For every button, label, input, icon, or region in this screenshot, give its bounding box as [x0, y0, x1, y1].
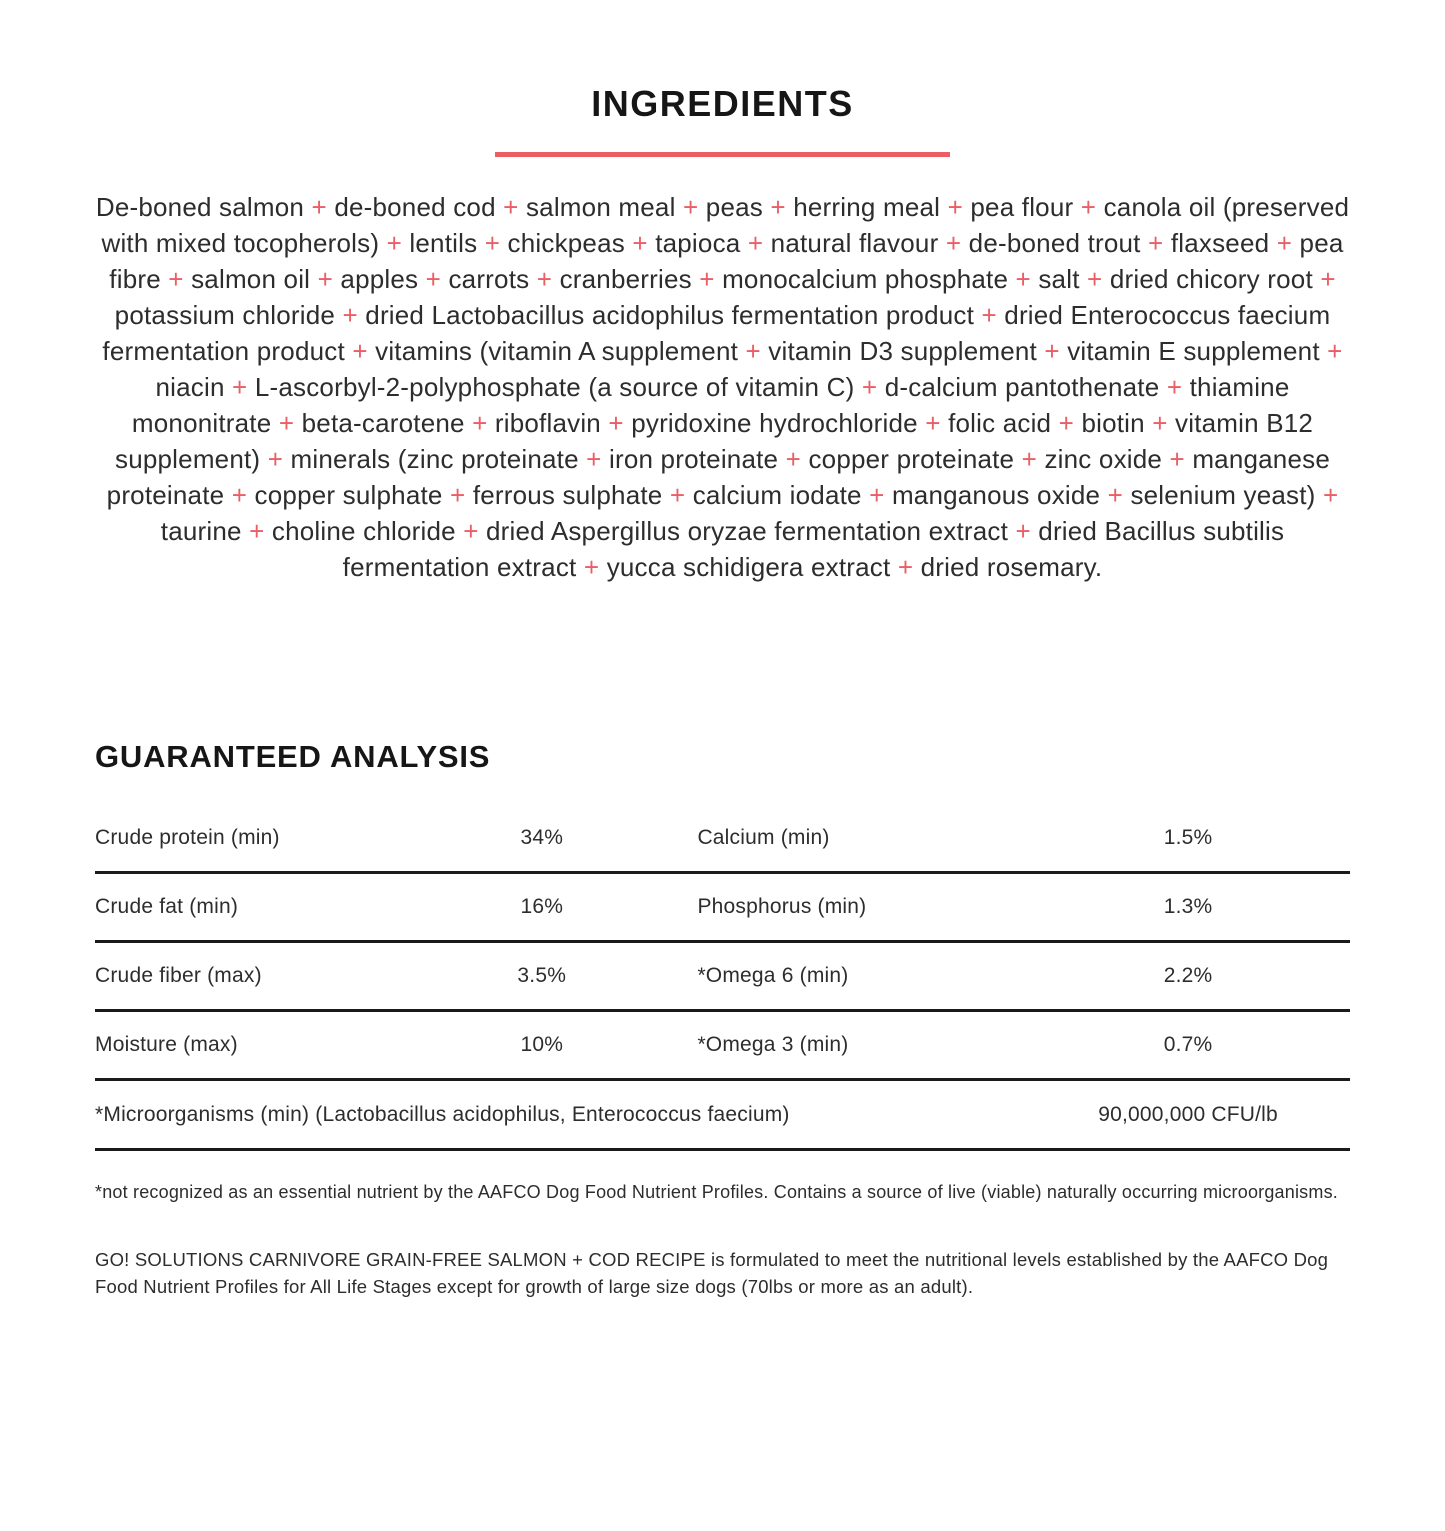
analysis-label: Crude fat (min)	[95, 895, 239, 918]
ingredient-item: yucca schidigera extract	[606, 552, 891, 582]
guaranteed-analysis-title: GUARANTEED ANALYSIS	[95, 739, 491, 774]
plus-separator: +	[1315, 480, 1339, 510]
plus-separator: +	[662, 480, 693, 510]
ingredient-item: flaxseed	[1170, 228, 1270, 258]
analysis-label: Moisture (max)	[95, 1033, 238, 1056]
plus-separator: +	[974, 300, 1005, 330]
ingredient-item: dried Bacillus subtilis fermentation extract	[342, 516, 1285, 582]
ingredient-item: ferrous sulphate	[472, 480, 663, 510]
ingredient-item: tapioca	[655, 228, 741, 258]
analysis-value: 16%	[520, 895, 564, 918]
plus-separator: +	[442, 480, 473, 510]
analysis-row	[95, 874, 1350, 943]
plus-separator: +	[1319, 336, 1343, 366]
ingredient-item: pea flour	[970, 192, 1074, 222]
ingredient-item: vitamin E supplement	[1067, 336, 1320, 366]
ingredient-item: chickpeas	[507, 228, 625, 258]
plus-separator: +	[418, 264, 449, 294]
ingredient-item: vitamins (vitamin A supplement	[375, 336, 739, 366]
analysis-value: 1.5%	[1163, 826, 1213, 849]
plus-separator: +	[455, 516, 487, 546]
ingredient-item: minerals (zinc proteinate	[290, 444, 579, 474]
plus-separator: +	[1162, 444, 1193, 474]
ingredient-item: vitamin B12 supplement)	[115, 408, 1314, 474]
plus-separator: +	[335, 300, 366, 330]
plus-separator: +	[304, 192, 335, 222]
analysis-value: 0.7%	[1163, 1033, 1213, 1056]
plus-separator: +	[241, 516, 272, 546]
ingredient-item: folic acid	[948, 408, 1052, 438]
guaranteed-analysis-table	[95, 805, 1350, 1151]
ingredient-item: potassium chloride	[114, 300, 336, 330]
ingredient-item: pea fibre	[109, 228, 1344, 294]
ingredient-item: calcium iodate	[692, 480, 862, 510]
ingredient-item: taurine	[160, 516, 242, 546]
ingredient-item: vitamin D3 supplement	[768, 336, 1037, 366]
plus-separator: +	[271, 408, 302, 438]
plus-separator: +	[578, 444, 609, 474]
plus-separator: +	[529, 264, 560, 294]
plus-separator: +	[477, 228, 508, 258]
analysis-label: *Microorganisms (min) (Lactobacillus acidophilus, Enterococcus faecium)	[95, 1102, 790, 1126]
ingredient-item: natural flavour	[770, 228, 939, 258]
ingredient-item: pyridoxine hydrochloride	[631, 408, 918, 438]
plus-separator: +	[344, 336, 376, 366]
analysis-label: *Omega 6 (min)	[697, 964, 849, 987]
plus-separator: +	[224, 480, 255, 510]
ingredient-item: monocalcium phosphate	[722, 264, 1009, 294]
ingredient-item: iron proteinate	[608, 444, 779, 474]
plus-separator: +	[1144, 408, 1176, 438]
analysis-label: Calcium (min)	[697, 826, 830, 849]
ingredient-item: lentils	[409, 228, 478, 258]
plus-separator: +	[1051, 408, 1082, 438]
plus-separator: +	[1269, 228, 1300, 258]
ingredient-item: zinc oxide	[1044, 444, 1163, 474]
ingredients-title: INGREDIENTS	[591, 83, 854, 124]
plus-separator: +	[260, 444, 291, 474]
plus-separator: +	[1008, 264, 1039, 294]
ingredient-item: L-ascorbyl-2-polyphosphate (a source of vitamin C)	[254, 372, 855, 402]
plus-separator: +	[738, 336, 769, 366]
ingredient-item: manganous oxide	[891, 480, 1101, 510]
plus-separator: +	[778, 444, 809, 474]
ingredient-item: herring meal	[793, 192, 941, 222]
plus-separator: +	[917, 408, 949, 438]
ingredient-item: copper proteinate	[808, 444, 1015, 474]
ingredient-item: carrots	[448, 264, 530, 294]
plus-separator: +	[624, 228, 656, 258]
plus-separator: +	[1073, 192, 1104, 222]
analysis-value: 34%	[520, 826, 564, 849]
ingredient-item: niacin	[155, 372, 225, 402]
ingredient-item: salmon meal	[525, 192, 676, 222]
plus-separator: +	[762, 192, 794, 222]
ingredient-item: selenium yeast)	[1130, 480, 1316, 510]
ingredient-item: d-calcium pantothenate	[884, 372, 1160, 402]
microorganisms-row	[95, 1081, 1350, 1151]
plus-separator: +	[861, 480, 892, 510]
analysis-label: *Omega 3 (min)	[697, 1033, 849, 1056]
analysis-value: 90,000,000 CFU/lb	[1098, 1102, 1278, 1126]
analysis-value: 2.2%	[1163, 964, 1213, 987]
plus-separator: +	[1014, 444, 1045, 474]
analysis-row	[95, 805, 1350, 874]
ingredient-item: dried Aspergillus oryzae fermentation extract	[486, 516, 1009, 546]
ingredient-item: de-boned trout	[968, 228, 1141, 258]
plus-separator: +	[740, 228, 771, 258]
plus-separator: +	[464, 408, 495, 438]
plus-separator: +	[890, 552, 921, 582]
ingredient-item: thiamine mononitrate	[131, 372, 1290, 438]
analysis-value: 10%	[520, 1033, 564, 1056]
plus-separator: +	[1008, 516, 1039, 546]
ingredient-item: salt	[1038, 264, 1080, 294]
analysis-value: 1.3%	[1163, 895, 1213, 918]
plus-separator: +	[1079, 264, 1110, 294]
label-page	[0, 83, 1445, 1300]
ingredient-item: cranberries	[559, 264, 692, 294]
title-underline	[495, 152, 950, 157]
plus-separator: +	[675, 192, 706, 222]
aafco-footnote: *not recognized as an essential nutrient by the AAFCO Dog Food Nutrient Profiles. Contains a source of live (viable) naturally occurring microorganisms.	[95, 1182, 1338, 1202]
analysis-value: 3.5%	[517, 964, 567, 987]
plus-separator: +	[160, 264, 192, 294]
plus-separator: +	[1312, 264, 1336, 294]
ingredient-item: De-boned salmon	[95, 192, 305, 222]
ingredient-item: dried Lactobacillus acidophilus fermentation product	[365, 300, 975, 330]
plus-separator: +	[224, 372, 255, 402]
analysis-label: Crude protein (min)	[95, 826, 280, 849]
plus-separator: +	[1159, 372, 1190, 402]
ingredients-paragraph	[95, 189, 1350, 585]
ingredient-item: manganese proteinate	[106, 444, 1330, 510]
plus-separator: +	[854, 372, 885, 402]
formulation-statement: GO! SOLUTIONS CARNIVORE GRAIN-FREE SALMON + COD RECIPE is formulated to meet the nutritional levels established by the AAFCO Dog Food Nutrient Profiles for All Life Stages except for growth of large size dogs (70lbs or more as an adult).	[95, 1249, 1329, 1298]
ingredient-item: canola oil (preserved with mixed tocopherols)	[101, 192, 1350, 258]
ingredient-item: peas	[705, 192, 763, 222]
analysis-label: Phosphorus (min)	[697, 895, 867, 918]
analysis-row	[95, 943, 1350, 1012]
plus-separator: +	[495, 192, 526, 222]
ingredient-item: biotin	[1081, 408, 1145, 438]
plus-separator: +	[1100, 480, 1131, 510]
ingredient-item: riboflavin	[494, 408, 601, 438]
ingredient-item: dried chicory root	[1109, 264, 1313, 294]
analysis-label: Crude fiber (max)	[95, 964, 262, 987]
ingredient-item: beta-carotene	[301, 408, 465, 438]
ingredient-item: de-boned cod	[334, 192, 496, 222]
plus-separator: +	[600, 408, 632, 438]
plus-separator: +	[310, 264, 341, 294]
plus-separator: +	[1036, 336, 1068, 366]
plus-separator: +	[938, 228, 969, 258]
plus-separator: +	[691, 264, 723, 294]
ingredient-item: choline chloride	[271, 516, 456, 546]
plus-separator: +	[1140, 228, 1171, 258]
ingredient-item: apples	[340, 264, 419, 294]
plus-separator: +	[379, 228, 410, 258]
ingredient-item: dried Enterococcus faecium fermentation product	[102, 300, 1331, 366]
ingredient-item: copper sulphate	[254, 480, 443, 510]
plus-separator: +	[576, 552, 607, 582]
ingredient-item: salmon oil	[191, 264, 311, 294]
ingredient-item: dried rosemary.	[920, 552, 1103, 582]
plus-separator: +	[940, 192, 971, 222]
analysis-row	[95, 1012, 1350, 1081]
